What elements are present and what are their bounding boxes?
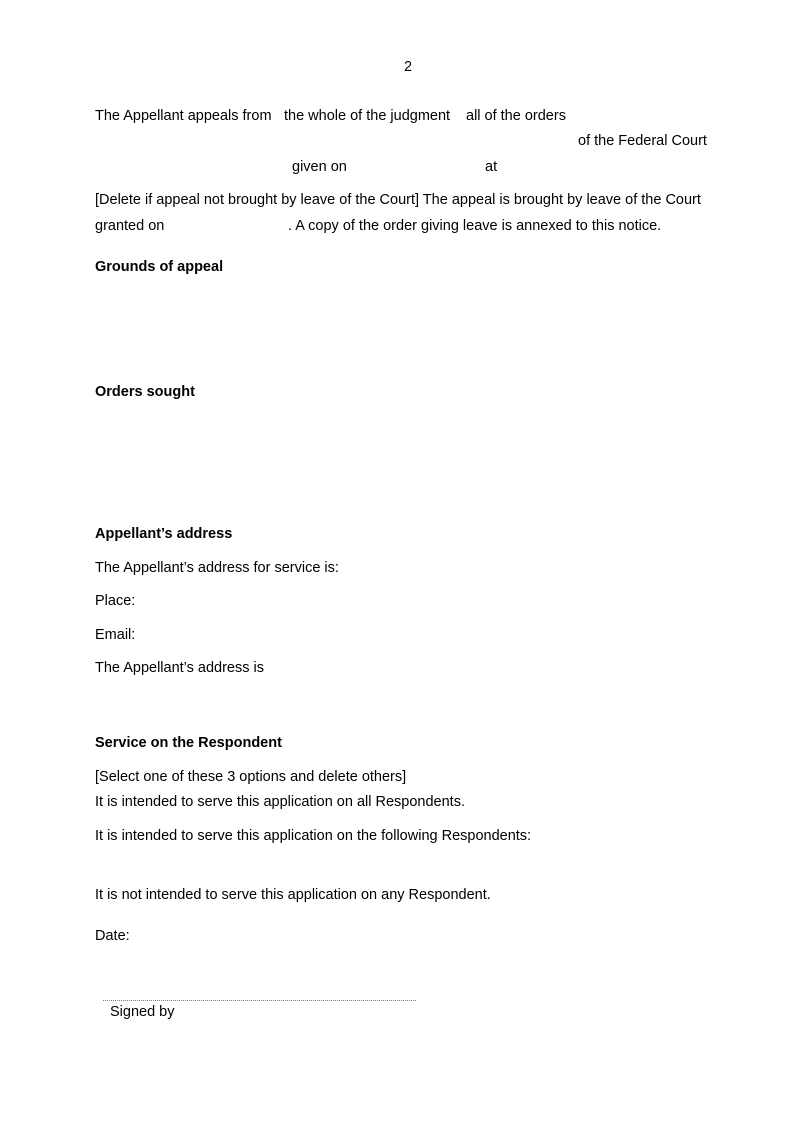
at-label: at: [485, 159, 498, 175]
appeals-from-text: The Appellant appeals from: [95, 108, 272, 124]
place-label: Place:: [95, 593, 136, 609]
given-on-label: given on: [292, 159, 347, 175]
date-label: Date:: [95, 928, 130, 944]
select-option-instruction: [Select one of these 3 options and delete others]: [95, 769, 407, 785]
serve-none-option: It is not intended to serve this application on any Respondent.: [95, 887, 491, 903]
leave-statement: [Delete if appeal not brought by leave of the Court] The appeal is brought by leave of the Court: [95, 192, 701, 208]
signed-by-label: Signed by: [110, 1004, 175, 1020]
all-orders-option: all of the orders: [466, 108, 566, 124]
whole-judgment-option: the whole of the judgment: [284, 108, 451, 124]
federal-court-text: of the Federal Court: [578, 133, 707, 149]
serve-following-option: It is intended to serve this application on the following Respondents:: [95, 828, 532, 844]
email-label: Email:: [95, 627, 136, 643]
copy-annexed-text: . A copy of the order giving leave is annexed to this notice.: [288, 218, 662, 234]
service-heading: Service on the Respondent: [95, 735, 282, 751]
address-for-service-text: The Appellant’s address for service is:: [95, 560, 339, 576]
orders-heading: Orders sought: [95, 384, 195, 400]
grounds-heading: Grounds of appeal: [95, 259, 224, 275]
serve-all-option: It is intended to serve this application on all Respondents.: [95, 794, 465, 810]
page-number: 2: [404, 59, 413, 75]
appellant-address-text: The Appellant’s address is: [95, 660, 265, 676]
granted-on-label: granted on: [95, 218, 165, 234]
signature-line: [103, 1000, 416, 1001]
address-heading: Appellant’s address: [95, 526, 233, 542]
